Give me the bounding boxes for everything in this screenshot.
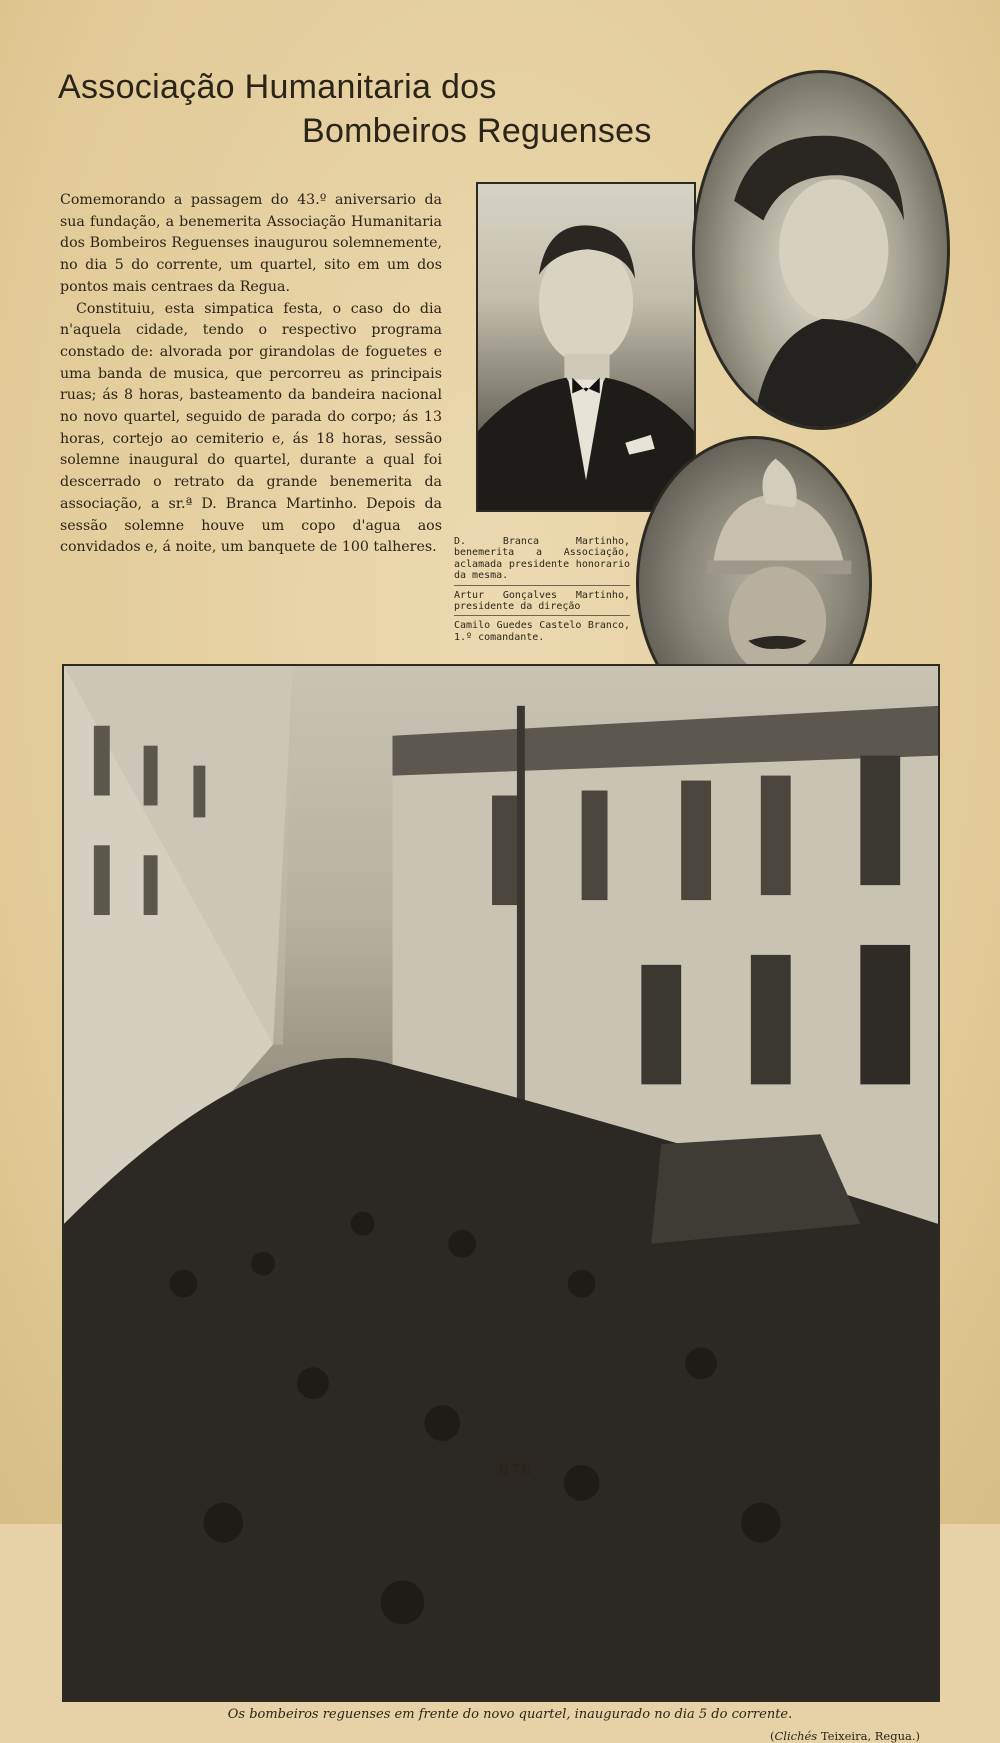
caption-artur-martinho: Artur Gonçalves Martinho, presidente da direção xyxy=(454,590,630,617)
portrait-captions xyxy=(454,536,630,650)
photo-credit xyxy=(770,1729,920,1743)
article-body xyxy=(60,190,442,559)
caption-camilo-castelo-branco: Camilo Guedes Castelo Branco, 1.º comandante. xyxy=(454,620,630,643)
portrait-photo-woman xyxy=(692,70,950,430)
street-photo-caption: Os bombeiros reguenses em frente do novo quartel, inaugurado no dia 5 do corrente. xyxy=(227,1707,793,1722)
street-scene-photo xyxy=(62,664,940,1702)
headline-line-2: Bombeiros Reguenses xyxy=(302,112,652,150)
article-paragraph-1: Comemorando a passagem do 43.º aniversario da sua fundação, a benemerita Associação Humanitaria dos Bombeiros Reguenses inaugurou solemnemente, no dia 5 do corrente, um quartel, sito em um dos pontos mais centraes da Regua. xyxy=(60,192,442,295)
article-paragraph-2: Constituiu, esta simpatica festa, o caso do dia n'aquela cidade, tendo o respectivo programa constado de: alvorada por girandolas de foguetes e uma banda de musica, que percorreu as principais ruas; ás 8 horas, basteamento da bandeira nacional no novo quartel, seguido de parada do corpo; ás 13 horas, cortejo ao cemiterio e, ás 18 horas, sessão solemne inaugural do quartel, durante a qual foi descerrado o retrato da grande benemerita da associação, a sr.ª D. Branca Martinho. Depois da sessão solemne houve um copo d'agua aos convidados e, á noite, um banquete de 100 talheres. xyxy=(60,300,442,556)
caption-branca-martinho: D. Branca Martinho, benemerita a Associação, aclamada presidente honorario da mesma. xyxy=(454,536,630,586)
credit-rest: Teixeira, Regua.) xyxy=(817,1729,920,1743)
credit-open: ( xyxy=(770,1729,775,1743)
credit-cliches: Clichés xyxy=(774,1729,818,1743)
page-number: 876 xyxy=(498,1460,532,1479)
headline-line-1: Associação Humanitaria dos xyxy=(58,68,497,106)
